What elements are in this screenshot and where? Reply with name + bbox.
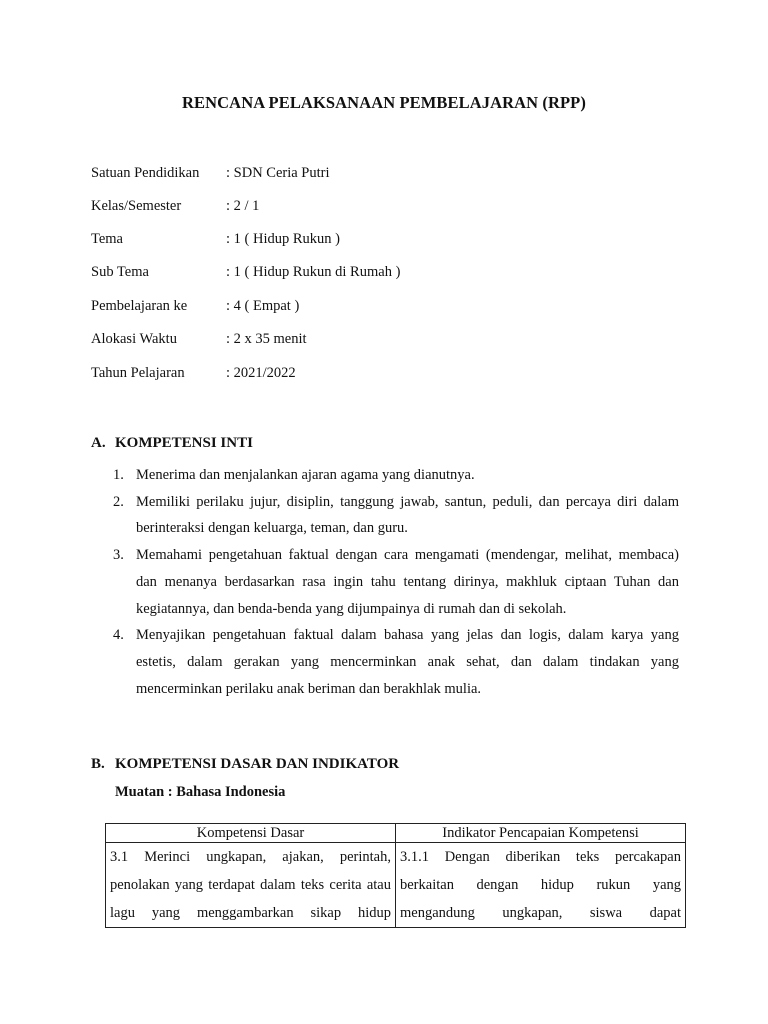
table-header-row [106, 824, 686, 843]
muatan-subheading: Muatan : Bahasa Indonesia [115, 784, 286, 800]
kompetensi-inti-list [113, 462, 679, 702]
info-value: : 2021/2022 [226, 365, 296, 381]
info-row-alokasi-waktu [91, 329, 307, 349]
section-title: KOMPETENSI DASAR DAN INDIKATOR [115, 756, 400, 772]
info-row-satuan-pendidikan [91, 163, 330, 183]
info-label: Kelas/Semester [91, 198, 182, 214]
info-label: Satuan Pendidikan [91, 165, 200, 181]
info-row-kelas-semester [91, 196, 259, 216]
table-row [106, 843, 686, 928]
document-title: RENCANA PELAKSANAAN PEMBELAJARAN (RPP) [182, 93, 586, 112]
info-row-tema [91, 229, 340, 249]
info-value: : 1 ( Hidup Rukun ) [226, 231, 340, 247]
info-label: Tahun Pelajaran [91, 365, 185, 381]
info-label: Tema [91, 231, 123, 247]
kompetensi-dasar-table [105, 823, 686, 928]
section-letter: B. [91, 756, 105, 772]
list-item [113, 489, 679, 542]
cell-kompetensi-dasar: 3.1 Merinci ungkapan, ajakan, perintah, penolakan yang terdapat dalam teks cerita atau lagu yang menggambarkan sikap hidup [106, 843, 396, 928]
list-number: 4. [113, 627, 124, 644]
info-value: : SDN Ceria Putri [226, 165, 330, 181]
info-label: Pembelajaran ke [91, 298, 188, 314]
list-text: Menyajikan pengetahuan faktual dalam bahasa yang jelas dan logis, dalam karya yang estetis, dalam gerakan yang mencerminkan anak sehat, dan dalam tindakan yang mencerminkan perilaku anak beriman dan berakhlak mulia. [136, 627, 679, 697]
list-item [113, 622, 679, 702]
section-b-heading [91, 756, 399, 773]
info-row-sub-tema [91, 262, 400, 282]
list-number: 1. [113, 467, 124, 483]
section-letter: A. [91, 435, 106, 451]
column-header-kompetensi-dasar: Kompetensi Dasar [106, 824, 396, 843]
list-text: Memahami pengetahuan faktual dengan cara mengamati (mendengar, melihat, membaca) dan menanya berdasarkan rasa ingin tahu tentang dirinya, makhluk ciptaan Tuhan dan kegiatannya, dan benda-benda yang dijumpainya di rumah dan di sekolah. [136, 547, 679, 617]
info-row-pembelajaran-ke [91, 296, 299, 316]
info-value: : 1 ( Hidup Rukun di Rumah ) [226, 264, 401, 280]
list-text: Memiliki perilaku jujur, disiplin, tanggung jawab, santun, peduli, dan percaya diri dalam berinteraksi dengan keluarga, teman, dan guru. [136, 493, 679, 537]
info-value: : 2 x 35 menit [226, 331, 307, 347]
cell-indikator: 3.1.1 Dengan diberikan teks percakapan berkaitan dengan hidup rukun yang mengandung ungkapan, siswa dapat [396, 843, 686, 928]
section-title: KOMPETENSI INTI [115, 435, 253, 451]
list-item [113, 542, 679, 622]
list-number: 3. [113, 547, 124, 564]
list-number: 2. [113, 493, 124, 510]
info-label: Alokasi Waktu [91, 331, 177, 347]
section-a-heading [91, 435, 253, 452]
column-header-indikator: Indikator Pencapaian Kompetensi [396, 824, 686, 843]
list-item [113, 462, 679, 489]
info-label: Sub Tema [91, 264, 149, 280]
info-value: : 2 / 1 [226, 198, 260, 214]
info-value: : 4 ( Empat ) [226, 298, 300, 314]
list-text: Menerima dan menjalankan ajaran agama yang dianutnya. [136, 467, 475, 483]
info-row-tahun-pelajaran [91, 363, 296, 383]
